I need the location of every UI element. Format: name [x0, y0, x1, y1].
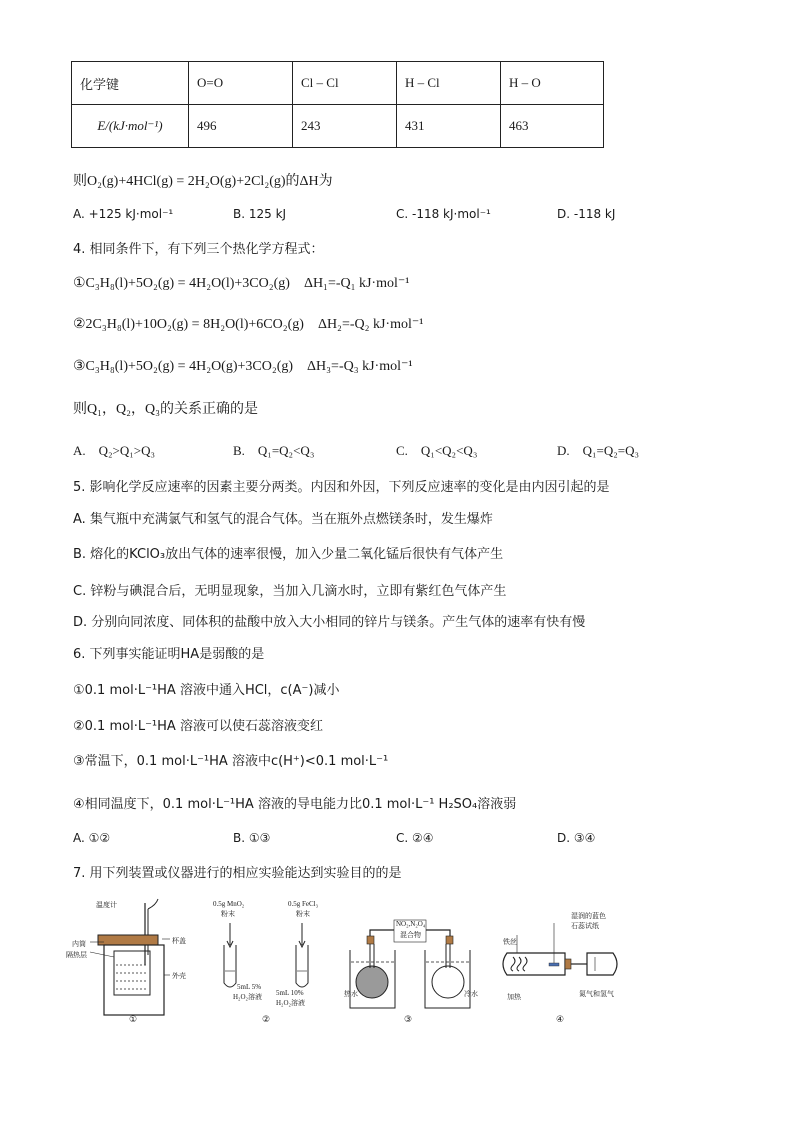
q4-equation-2: ②2C₃H₈(l)+10O₂(g) = 8H₂O(l)+6CO₂(g) ΔH₂=-Q₂ kJ·mol⁻¹	[73, 317, 424, 332]
q6-option-a: A. ①②	[73, 831, 111, 845]
table-row	[72, 62, 604, 105]
q6-statement-2: ②0.1 mol·L⁻¹HA 溶液可以使石蕊溶液变红	[73, 719, 323, 734]
fig2-right-solution-name: H₂O₂溶液	[276, 999, 305, 1007]
q3-stem: 则O₂(g)+4HCl(g) = 2H₂O(g)+2Cl₂(g)的ΔH为	[73, 174, 333, 189]
q4-option-c: C. Q₁<Q₂<Q₃	[396, 443, 478, 458]
fig1-insulation-label: 隔热层	[66, 951, 87, 959]
table-cell: 431	[397, 105, 501, 148]
fig2-left-solution-name: H₂O₂溶液	[233, 993, 262, 1001]
q4-equation-3: ③C₃H₈(l)+5O₂(g) = 4H₂O(g)+3CO₂(g) ΔH₃=-Q₃ kJ·mol⁻¹	[73, 359, 413, 374]
table-row-label: E/(kJ·mol⁻¹)	[72, 105, 189, 148]
fig1-thermometer-label: 温度计	[96, 901, 117, 909]
fig4-number: ④	[556, 1015, 565, 1025]
q4-stem: 4. 相同条件下，有下列三个热化学方程式：	[73, 242, 324, 257]
fig2-left-reagent-form: 粉末	[221, 910, 235, 918]
table-header-cell: H – O	[501, 62, 604, 105]
fig1-lid-label: 杯盖	[172, 937, 186, 945]
table-header-cell: H – Cl	[397, 62, 501, 105]
fig2-left-solution: 5mL 5%	[237, 983, 262, 991]
fig4-gas-label: 氮气和氢气	[579, 990, 614, 998]
fig4-heating-label: 加热	[507, 993, 521, 1001]
fig3-mixture-formula: NO₂,N₂O₄	[396, 920, 426, 928]
q6-stem: 6. 下列事实能证明HA是弱酸的是	[73, 647, 265, 662]
q6-statement-3: ③常温下，0.1 mol·L⁻¹HA 溶液中c(H⁺)<0.1 mol·L⁻¹	[73, 754, 389, 769]
q3-option-b: B. 125 kJ	[233, 207, 287, 221]
fig1-shell-label: 外壳	[172, 972, 186, 980]
table-cell: 463	[501, 105, 604, 148]
q3-option-d: D. -118 kJ	[557, 207, 616, 221]
q4-option-b: B. Q₁=Q₂<Q₃	[233, 443, 315, 458]
fig3-hot-water-label: 热水	[344, 990, 358, 998]
fig2-right-solution: 5mL 10%	[276, 989, 304, 997]
fig4-iron-wire-label: 铁丝	[503, 938, 517, 946]
q6-statement-1: ①0.1 mol·L⁻¹HA 溶液中通入HCl，c(A⁻)减小	[73, 683, 340, 698]
q3-option-a: A. +125 kJ·mol⁻¹	[73, 207, 174, 221]
table-cell: 496	[189, 105, 293, 148]
q5-stem: 5. 影响化学反应速率的因素主要分两类。内因和外因，下列反应速率的变化是由内因引起的是	[73, 480, 610, 495]
q6-statement-4: ④相同温度下，0.1 mol·L⁻¹HA 溶液的导电能力比0.1 mol·L⁻¹ H₂SO₄溶液弱	[73, 797, 517, 812]
q4-option-d: D. Q₁=Q₂=Q₃	[557, 443, 640, 458]
bond-energy-table	[71, 61, 604, 148]
table-header-cell: Cl – Cl	[293, 62, 397, 105]
fig4-litmus-label-2: 石蕊试纸	[571, 922, 599, 930]
q3-option-c: C. -118 kJ·mol⁻¹	[396, 207, 491, 221]
q4-option-a: A. Q₂>Q₁>Q₃	[73, 443, 156, 458]
fig1-number: ①	[129, 1015, 138, 1025]
table-cell: 243	[293, 105, 397, 148]
q6-option-c: C. ②④	[396, 831, 434, 845]
fig2-number: ②	[262, 1015, 271, 1025]
q5-option-a: A. 集气瓶中充满氯气和氢气的混合气体。当在瓶外点燃镁条时，发生爆炸	[73, 512, 493, 527]
tube-apparatus-drawing	[495, 905, 635, 995]
q6-option-b: B. ①③	[233, 831, 271, 845]
table-header-cell: 化学键	[72, 62, 189, 105]
q6-option-d: D. ③④	[557, 831, 596, 845]
fig2-left-reagent: 0.5g MnO₂	[213, 900, 245, 908]
table-header-cell: O=O	[189, 62, 293, 105]
fig3-cold-water-label: 冷水	[464, 990, 478, 998]
q4-ask: 则Q₁，Q₂，Q₃的关系正确的是	[73, 402, 258, 417]
fig4-litmus-label-1: 湿润的蓝色	[571, 912, 606, 920]
q5-option-b: B. 熔化的KClO₃放出气体的速率很慢，加入少量二氧化锰后很快有气体产生	[73, 547, 504, 562]
fig1-inner-label: 内筒	[72, 940, 86, 948]
fig2-right-reagent-form: 粉末	[296, 910, 310, 918]
table-row	[72, 105, 604, 148]
q7-stem: 7. 用下列装置或仪器进行的相应实验能达到实验目的的是	[73, 866, 402, 881]
fig3-number: ③	[404, 1015, 413, 1025]
fig3-mixture-label: 混合物	[400, 931, 421, 939]
q5-option-d: D. 分别向同浓度、同体积的盐酸中放入大小相同的锌片与镁条。产生气体的速率有快有慢	[73, 615, 586, 630]
calorimeter-drawing	[60, 895, 210, 1025]
fig2-right-reagent: 0.5g FeCl₃	[288, 900, 319, 908]
q4-equation-1: ①C₃H₈(l)+5O₂(g) = 4H₂O(l)+3CO₂(g) ΔH₁=-Q₁ kJ·mol⁻¹	[73, 276, 410, 291]
q5-option-c: C. 锌粉与碘混合后，无明显现象，当加入几滴水时，立即有紫红色气体产生	[73, 584, 507, 599]
